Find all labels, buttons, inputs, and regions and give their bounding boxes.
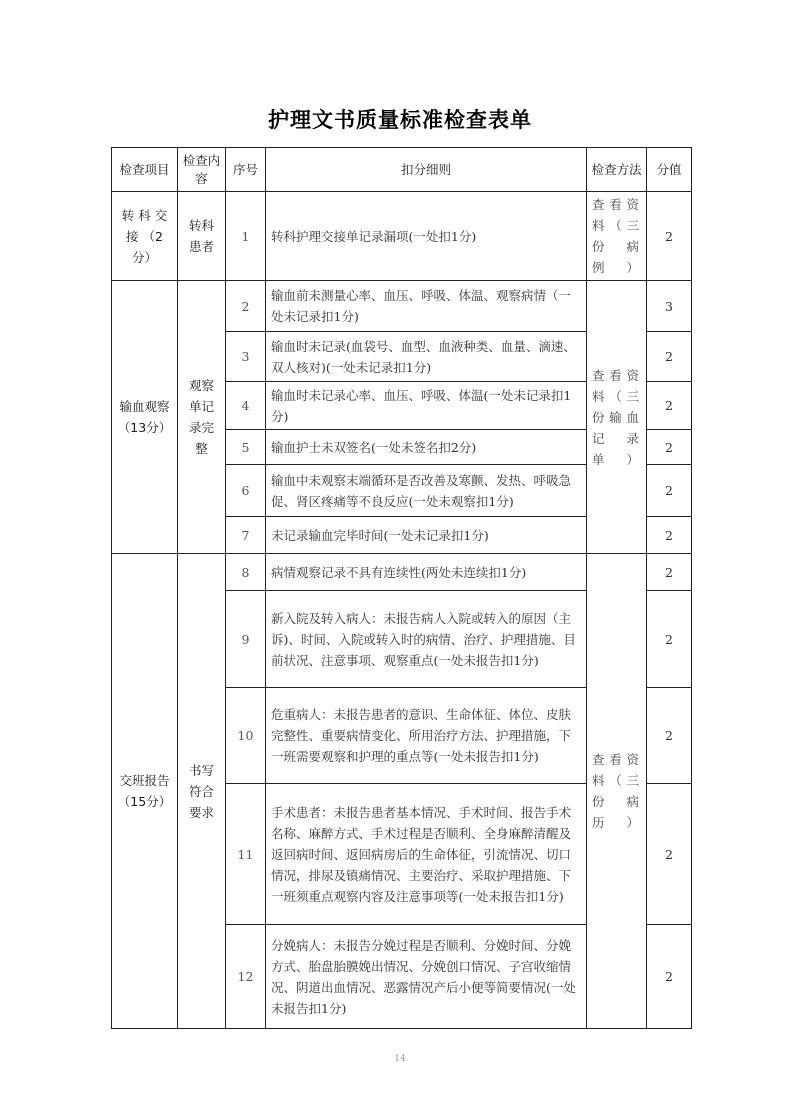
deduction-rule: 输血前未测量心率、血压、呼吸、体温、观察病情（一处未记录扣1分) (266, 281, 587, 332)
score-value: 2 (647, 517, 692, 554)
quality-check-table (111, 147, 692, 1029)
score-value: 2 (647, 925, 692, 1029)
deduction-rule: 输血时未记录(血袋号、血型、血液种类、血量、滴速、双人核对)(一处未记录扣1分) (266, 332, 587, 382)
check-method: 查看资料（三份输血记录单） (587, 281, 647, 554)
score-value: 2 (647, 554, 692, 591)
row-number: 6 (226, 465, 266, 517)
page-number: 14 (394, 1054, 406, 1064)
section-item: 转 科 交 接 （2 分） (112, 192, 178, 281)
deduction-rule: 危重病人：未报告患者的意识、生命体征、体位、皮肤完整性、重要病情变化、所用治疗方法、护理措施，下一班需要观察和护理的重点等(一处未报告扣1分) (266, 688, 587, 784)
row-number: 3 (226, 332, 266, 382)
table-row (112, 554, 692, 591)
row-number: 1 (226, 192, 266, 281)
row-number: 5 (226, 430, 266, 465)
row-number: 12 (226, 925, 266, 1029)
row-number: 8 (226, 554, 266, 591)
deduction-rule: 病情观察记录不具有连续性(两处未连续扣1分) (266, 554, 587, 591)
deduction-rule: 手术患者：未报告患者基本情况、手术时间、报告手术名称、麻醉方式、手术过程是否顺利、全身麻醉清醒及返回病时间、返回病房后的生命体征，引流情况、切口情况，排尿及镇痛情况、主要治疗、采取护理措施、下一班须重点观察内容及注意事项等(一处未报告扣1分) (266, 784, 587, 925)
document-title: 护理文书质量标准检查表单 (268, 108, 532, 132)
score-value: 2 (647, 430, 692, 465)
score-value: 2 (647, 688, 692, 784)
row-number: 10 (226, 688, 266, 784)
row-number: 11 (226, 784, 266, 925)
row-number: 9 (226, 591, 266, 688)
check-method: 查看资料（三份病例） (587, 192, 647, 281)
section-content: 书写符合要求 (178, 554, 226, 1029)
header-item: 检查项目 (112, 148, 178, 192)
header-score: 分值 (647, 148, 692, 192)
score-value: 2 (647, 784, 692, 925)
check-method: 查看资料（三份病历） (587, 554, 647, 1029)
header-row (112, 148, 692, 192)
row-number: 7 (226, 517, 266, 554)
header-no: 序号 (226, 148, 266, 192)
score-value: 2 (647, 192, 692, 281)
score-value: 2 (647, 382, 692, 430)
header-method: 检查方法 (587, 148, 647, 192)
deduction-rule: 转科护理交接单记录漏项(一处扣1分) (266, 192, 587, 281)
header-rules: 扣分细则 (266, 148, 587, 192)
section-content: 观察单记录完整 (178, 281, 226, 554)
section-content: 转科患者 (178, 192, 226, 281)
deduction-rule: 分娩病人：未报告分娩过程是否顺利、分娩时间、分娩方式、胎盘胎膜娩出情况、分娩创口情况、子宫收缩情况、阴道出血情况、恶露情况产后小便等简要情况(一处未报告扣1分) (266, 925, 587, 1029)
deduction-rule: 输血中未观察末端循环是否改善及寒颤、发热、呼吸急促、肾区疼痛等不良反应(一处未观察扣1分) (266, 465, 587, 517)
table-row (112, 281, 692, 332)
table-row (112, 192, 692, 281)
row-number: 4 (226, 382, 266, 430)
score-value: 2 (647, 591, 692, 688)
score-value: 3 (647, 281, 692, 332)
deduction-rule: 新入院及转入病人：未报告病人入院或转入的原因（主诉)、时间、入院或转入时的病情、治疗、护理措施、目前状况、注意事项、观察重点(一处未报告扣1分) (266, 591, 587, 688)
header-content: 检查内容 (178, 148, 226, 192)
score-value: 2 (647, 465, 692, 517)
score-value: 2 (647, 332, 692, 382)
row-number: 2 (226, 281, 266, 332)
section-item: 交班报告（15分） (112, 554, 178, 1029)
deduction-rule: 未记录输血完毕时间(一处未记录扣1分) (266, 517, 587, 554)
section-item: 输血观察（13分） (112, 281, 178, 554)
deduction-rule: 输血护士未双签名(一处未签名扣2分) (266, 430, 587, 465)
deduction-rule: 输血时未记录心率、血压、呼吸、体温(一处未记录扣1分) (266, 382, 587, 430)
